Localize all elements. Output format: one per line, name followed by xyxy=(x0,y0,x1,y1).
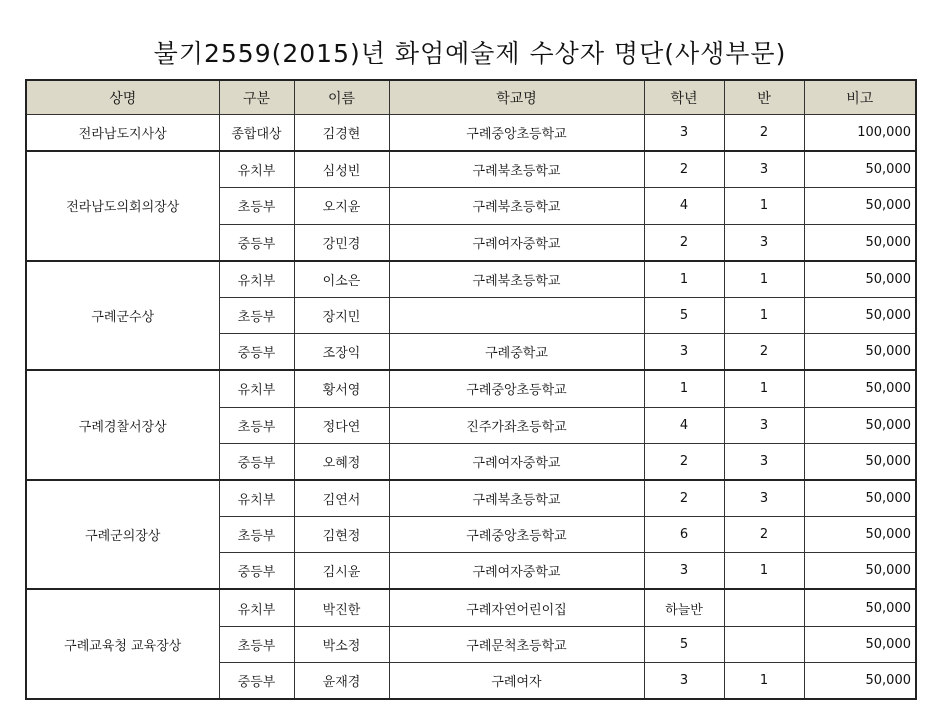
category-cell: 초등부 xyxy=(219,517,294,553)
table-body xyxy=(26,115,916,700)
header-class: 반 xyxy=(724,80,804,115)
amount-cell: 50,000 xyxy=(804,370,916,407)
amount-cell: 50,000 xyxy=(804,553,916,590)
name-cell: 김연서 xyxy=(294,480,389,517)
category-cell: 유치부 xyxy=(219,370,294,407)
grade-cell: 3 xyxy=(644,115,724,152)
name-cell: 조장익 xyxy=(294,334,389,371)
school-cell: 구례중앙초등학교 xyxy=(389,370,644,407)
class-cell: 2 xyxy=(724,334,804,371)
class-cell: 3 xyxy=(724,151,804,188)
amount-cell: 50,000 xyxy=(804,151,916,188)
class-cell: 1 xyxy=(724,553,804,590)
category-cell: 유치부 xyxy=(219,151,294,188)
grade-cell: 5 xyxy=(644,626,724,662)
table-row xyxy=(26,370,916,407)
class-cell: 1 xyxy=(724,188,804,224)
category-cell: 중등부 xyxy=(219,443,294,480)
grade-cell: 4 xyxy=(644,188,724,224)
category-cell: 중등부 xyxy=(219,662,294,699)
class-cell: 1 xyxy=(724,370,804,407)
name-cell: 오지윤 xyxy=(294,188,389,224)
name-cell: 장지민 xyxy=(294,297,389,333)
page-title: 불기2559(2015)년 화엄예술제 수상자 명단(사생부문) xyxy=(153,39,787,68)
category-cell: 중등부 xyxy=(219,224,294,261)
amount-cell: 50,000 xyxy=(804,407,916,443)
name-cell: 김경현 xyxy=(294,115,389,152)
award-cell: 구례교육청 교육장상 xyxy=(26,589,219,699)
amount-cell: 50,000 xyxy=(804,517,916,553)
amount-cell: 50,000 xyxy=(804,334,916,371)
amount-cell: 50,000 xyxy=(804,443,916,480)
table-row xyxy=(26,480,916,517)
class-cell: 3 xyxy=(724,480,804,517)
grade-cell: 2 xyxy=(644,480,724,517)
header-category: 구분 xyxy=(219,80,294,115)
school-cell: 구례중앙초등학교 xyxy=(389,517,644,553)
award-cell: 구례경찰서장상 xyxy=(26,370,219,480)
header-name: 이름 xyxy=(294,80,389,115)
award-cell: 구례군수상 xyxy=(26,261,219,371)
header-row xyxy=(26,80,916,115)
grade-cell: 하늘반 xyxy=(644,589,724,626)
grade-cell: 3 xyxy=(644,662,724,699)
category-cell: 중등부 xyxy=(219,334,294,371)
amount-cell: 50,000 xyxy=(804,626,916,662)
category-cell: 초등부 xyxy=(219,297,294,333)
header-award: 상명 xyxy=(26,80,219,115)
name-cell: 박소정 xyxy=(294,626,389,662)
class-cell: 3 xyxy=(724,443,804,480)
award-cell: 전라남도의회의장상 xyxy=(26,151,219,261)
grade-cell: 2 xyxy=(644,224,724,261)
class-cell: 3 xyxy=(724,224,804,261)
amount-cell: 100,000 xyxy=(804,115,916,152)
school-cell: 구례문척초등학교 xyxy=(389,626,644,662)
name-cell: 박진한 xyxy=(294,589,389,626)
grade-cell: 4 xyxy=(644,407,724,443)
school-cell: 진주가좌초등학교 xyxy=(389,407,644,443)
name-cell: 김시윤 xyxy=(294,553,389,590)
table-row xyxy=(26,589,916,626)
grade-cell: 5 xyxy=(644,297,724,333)
award-cell: 전라남도지사상 xyxy=(26,115,219,152)
amount-cell: 50,000 xyxy=(804,224,916,261)
grade-cell: 3 xyxy=(644,334,724,371)
class-cell: 1 xyxy=(724,662,804,699)
school-cell: 구례여자중학교 xyxy=(389,443,644,480)
amount-cell: 50,000 xyxy=(804,188,916,224)
amount-cell: 50,000 xyxy=(804,480,916,517)
category-cell: 유치부 xyxy=(219,480,294,517)
school-cell: 구례북초등학교 xyxy=(389,151,644,188)
name-cell: 이소은 xyxy=(294,261,389,298)
school-cell: 구례자연어린이집 xyxy=(389,589,644,626)
name-cell: 강민경 xyxy=(294,224,389,261)
category-cell: 초등부 xyxy=(219,407,294,443)
name-cell: 황서영 xyxy=(294,370,389,407)
category-cell: 초등부 xyxy=(219,188,294,224)
grade-cell: 1 xyxy=(644,261,724,298)
name-cell: 정다연 xyxy=(294,407,389,443)
amount-cell: 50,000 xyxy=(804,662,916,699)
header-note: 비고 xyxy=(804,80,916,115)
name-cell: 윤재경 xyxy=(294,662,389,699)
name-cell: 오혜정 xyxy=(294,443,389,480)
class-cell: 2 xyxy=(724,115,804,152)
category-cell: 유치부 xyxy=(219,261,294,298)
school-cell: 구례여자 xyxy=(389,662,644,699)
table-row xyxy=(26,115,916,152)
table-row xyxy=(26,151,916,188)
grade-cell: 6 xyxy=(644,517,724,553)
category-cell: 초등부 xyxy=(219,626,294,662)
amount-cell: 50,000 xyxy=(804,589,916,626)
header-grade: 학년 xyxy=(644,80,724,115)
school-cell: 구례북초등학교 xyxy=(389,188,644,224)
grade-cell: 1 xyxy=(644,370,724,407)
category-cell: 유치부 xyxy=(219,589,294,626)
class-cell: 2 xyxy=(724,517,804,553)
table-row xyxy=(26,261,916,298)
awards-table xyxy=(25,79,917,700)
header-school: 학교명 xyxy=(389,80,644,115)
class-cell: 1 xyxy=(724,297,804,333)
category-cell: 중등부 xyxy=(219,553,294,590)
school-cell: 구례중앙초등학교 xyxy=(389,115,644,152)
school-cell: 구례북초등학교 xyxy=(389,480,644,517)
name-cell: 심성빈 xyxy=(294,151,389,188)
name-cell: 김현정 xyxy=(294,517,389,553)
grade-cell: 3 xyxy=(644,553,724,590)
class-cell xyxy=(724,589,804,626)
grade-cell: 2 xyxy=(644,443,724,480)
class-cell: 3 xyxy=(724,407,804,443)
amount-cell: 50,000 xyxy=(804,261,916,298)
school-cell xyxy=(389,297,644,333)
grade-cell: 2 xyxy=(644,151,724,188)
school-cell: 구례중학교 xyxy=(389,334,644,371)
school-cell: 구례여자중학교 xyxy=(389,553,644,590)
class-cell xyxy=(724,626,804,662)
class-cell: 1 xyxy=(724,261,804,298)
school-cell: 구례북초등학교 xyxy=(389,261,644,298)
category-cell: 종합대상 xyxy=(219,115,294,152)
school-cell: 구례여자중학교 xyxy=(389,224,644,261)
award-cell: 구례군의장상 xyxy=(26,480,219,590)
amount-cell: 50,000 xyxy=(804,297,916,333)
